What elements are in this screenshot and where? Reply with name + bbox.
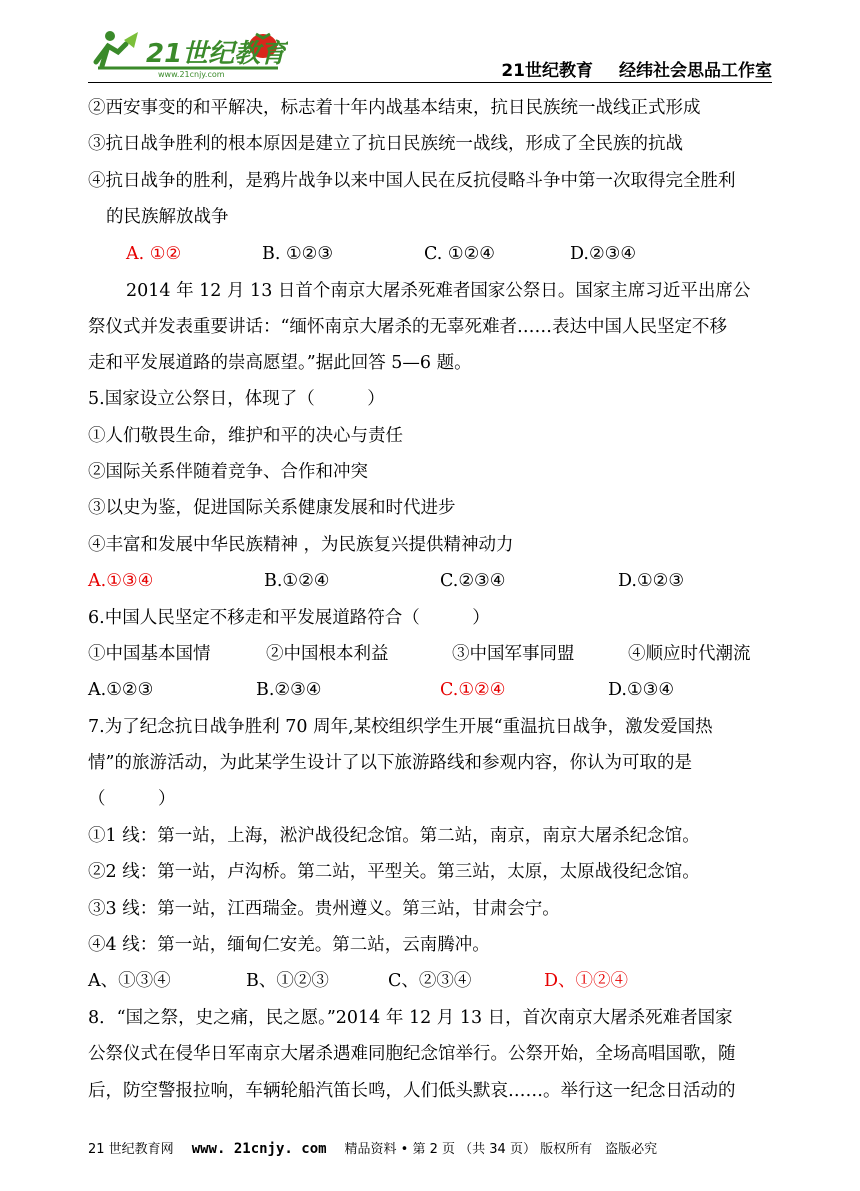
q5-option-a: A.①③④	[88, 571, 154, 591]
q4-option-b: B. ①②③	[262, 244, 334, 264]
q6-item-4: ④顺应时代潮流	[628, 644, 751, 664]
q7-option-c: C、②③④	[388, 971, 472, 991]
q8-stem-line-3: 后，防空警报拉响，车辆轮船汽笛长鸣，人们低头默哀……。举行这一纪念日活动的	[88, 1081, 736, 1101]
logo-text: 21世纪教育	[146, 39, 287, 69]
q4-statement-4b: 的民族解放战争	[106, 207, 229, 227]
q4-statement-4a: ④抗日战争的胜利，是鸦片战争以来中国人民在反抗侵略斗争中第一次取得完全胜利	[88, 171, 736, 191]
intro-line-1: 2014 年 12 月 13 日首个南京大屠杀死难者国家公祭日。国家主席习近平出席公	[126, 281, 751, 301]
q7-stem-line-3: （ ）	[88, 789, 176, 809]
q8-stem-line-1: 8．“国之祭，史之痛，民之愿。”2014 年 12 月 13 日，首次南京大屠杀死难者国家	[88, 1008, 733, 1028]
q6-item-2: ②中国根本利益	[266, 644, 389, 664]
q7-route-2: ②2 线：第一站，卢沟桥。第二站，平型关。第三站，太原，太原战役纪念馆。	[88, 862, 700, 882]
q5-stem: 5.国家设立公祭日，体现了（ ）	[88, 389, 385, 409]
header-divider	[88, 82, 772, 83]
q7-stem-line-1: 7.为了纪念抗日战争胜利 70 周年,某校组织学生开展“重温抗日战争，激发爱国热	[88, 717, 713, 737]
q5-statement-3: ③以史为鉴，促进国际关系健康发展和时代进步	[88, 498, 456, 518]
q7-route-3: ③3 线：第一站，江西瑞金。贵州遵义。第三站，甘肃会宁。	[88, 899, 560, 919]
q6-item-3: ③中国军事同盟	[452, 644, 575, 664]
q5-option-b: B.①②④	[264, 571, 330, 591]
q4-option-d: D.②③④	[570, 244, 637, 264]
q4-option-c: C. ①②④	[424, 244, 495, 264]
q5-statement-1: ①人们敬畏生命，维护和平的决心与责任	[88, 426, 403, 446]
q5-option-c: C.②③④	[440, 571, 506, 591]
q6-stem: 6.中国人民坚定不移走和平发展道路符合（ ）	[88, 608, 490, 628]
site-logo	[88, 22, 288, 80]
q7-route-4: ④4 线：第一站，缅甸仁安羌。第二站，云南腾冲。	[88, 935, 490, 955]
q5-statement-4: ④丰富和发展中华民族精神 ，为民族复兴提供精神动力	[88, 535, 514, 555]
header-org: 21世纪教育	[501, 61, 593, 81]
runner-icon	[96, 31, 138, 66]
footer-left: 21 世纪教育网	[88, 1142, 174, 1157]
q7-option-a: A、①③④	[88, 971, 171, 991]
intro-line-2: 祭仪式并发表重要讲话：“缅怀南京大屠杀的无辜死难者……表达中国人民坚定不移	[88, 317, 727, 337]
q7-option-b: B、①②③	[246, 971, 329, 991]
q8-stem-line-2: 公祭仪式在侵华日军南京大屠杀遇难同胞纪念馆举行。公祭开始，全场高唱国歌，随	[88, 1044, 736, 1064]
q6-option-c: C.①②④	[440, 680, 506, 700]
q7-option-d: D、①②④	[544, 971, 629, 991]
page-footer	[88, 1138, 657, 1157]
q6-option-a: A.①②③	[88, 680, 154, 700]
intro-line-3: 走和平发展道路的崇高愿望。”据此回答 5—6 题。	[88, 353, 472, 373]
header-title	[501, 56, 772, 81]
q4-statement-2: ②西安事变的和平解决，标志着十年内战基本结束，抗日民族统一战线正式形成	[88, 98, 701, 118]
q7-stem-line-2: 情”的旅游活动，为此某学生设计了以下旅游路线和参观内容，你认为可取的是	[88, 753, 692, 773]
header-studio: 经纬社会思品工作室	[619, 61, 772, 81]
q6-option-b: B.②③④	[256, 680, 322, 700]
q7-route-1: ①1 线：第一站，上海，淞沪战役纪念馆。第二站，南京，南京大屠杀纪念馆。	[88, 826, 700, 846]
q5-statement-2: ②国际关系伴随着竞争、合作和冲突	[88, 462, 368, 482]
footer-site: www. 21cnjy. com	[191, 1141, 327, 1157]
logo-site: www.21cnjy.com	[158, 70, 225, 79]
q6-option-d: D.①③④	[608, 680, 675, 700]
q4-option-a: A. ①②	[126, 244, 182, 264]
q4-statement-3: ③抗日战争胜利的根本原因是建立了抗日民族统一战线，形成了全民族的抗战	[88, 134, 683, 154]
footer-right: 精品资料 • 第 2 页 （共 34 页） 版权所有 盗版必究	[344, 1142, 658, 1157]
q5-option-d: D.①②③	[618, 571, 685, 591]
q6-item-1: ①中国基本国情	[88, 644, 211, 664]
